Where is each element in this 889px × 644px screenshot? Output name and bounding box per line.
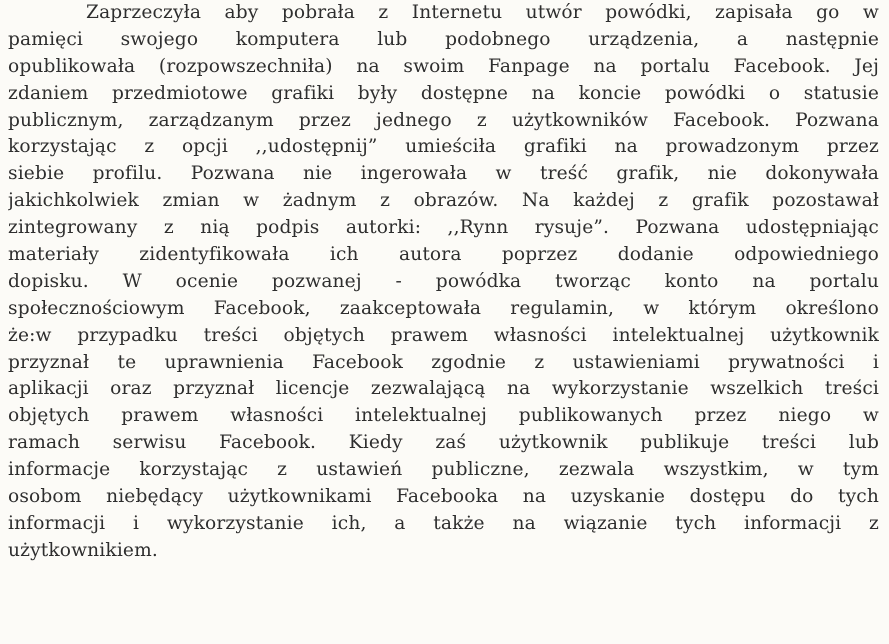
- text-line-19: osobom niebędący użytkownikami Facebooka na uzyskanie dostępu do tych: [8, 486, 879, 508]
- text-line-20: informacji i wykorzystanie ich, a także na wiązanie tych informacji z: [8, 512, 879, 534]
- text-line-17: ramach serwisu Facebook. Kiedy zaś użytkownik publikuje treści lub: [8, 432, 879, 454]
- text-line-6: korzystając z opcji ,,udostępnij” umieściła grafiki na prowadzonym przez: [8, 136, 879, 158]
- text-line-5: publicznym, zarządzanym przez jednego z użytkowników Facebook. Pozwana: [8, 109, 879, 131]
- text-line-7: siebie profilu. Pozwana nie ingerowała w treść grafik, nie dokonywała: [8, 163, 879, 185]
- text-line-21: użytkownikiem.: [8, 539, 158, 561]
- text-line-11: dopisku. W ocenie pozwanej - powódka tworząc konto na portalu: [8, 270, 879, 292]
- text-line-3: opublikowała (rozpowszechniła) na swoim Fanpage na portalu Facebook. Jej: [8, 55, 879, 77]
- text-line-14: przyznał te uprawnienia Facebook zgodnie z ustawieniami prywatności i: [8, 351, 879, 373]
- text-line-1: Zaprzeczyła aby pobrała z Internetu utwór powódki, zapisała go w: [86, 2, 879, 23]
- text-line-13: że:w przypadku treści objętych prawem własności intelektualnej użytkownik: [8, 324, 879, 346]
- text-line-12: społecznościowym Facebook, zaakceptowała regulamin, w którym określono: [8, 297, 879, 319]
- text-line-4: zdaniem przedmiotowe grafiki były dostępne na koncie powódki o statusie: [8, 82, 879, 104]
- body-paragraph: [8, 0, 879, 565]
- text-line-9: zintegrowany z nią podpis autorki: ,,Rynn rysuje”. Pozwana udostępniając: [8, 217, 879, 239]
- text-line-2: pamięci swojego komputera lub podobnego urządzenia, a następnie: [8, 28, 879, 50]
- text-line-8: jakichkolwiek zmian w żadnym z obrazów. Na każdej z grafik pozostawał: [8, 190, 879, 212]
- text-line-10: materiały zidentyfikowała ich autora poprzez dodanie odpowiedniego: [8, 244, 879, 266]
- text-line-18: informacje korzystając z ustawień publiczne, zezwala wszystkim, w tym: [8, 459, 879, 481]
- text-line-15: aplikacji oraz przyznał licencje zezwalającą na wykorzystanie wszelkich treści: [8, 378, 879, 400]
- text-line-16: objętych prawem własności intelektualnej publikowanych przez niego w: [8, 405, 879, 427]
